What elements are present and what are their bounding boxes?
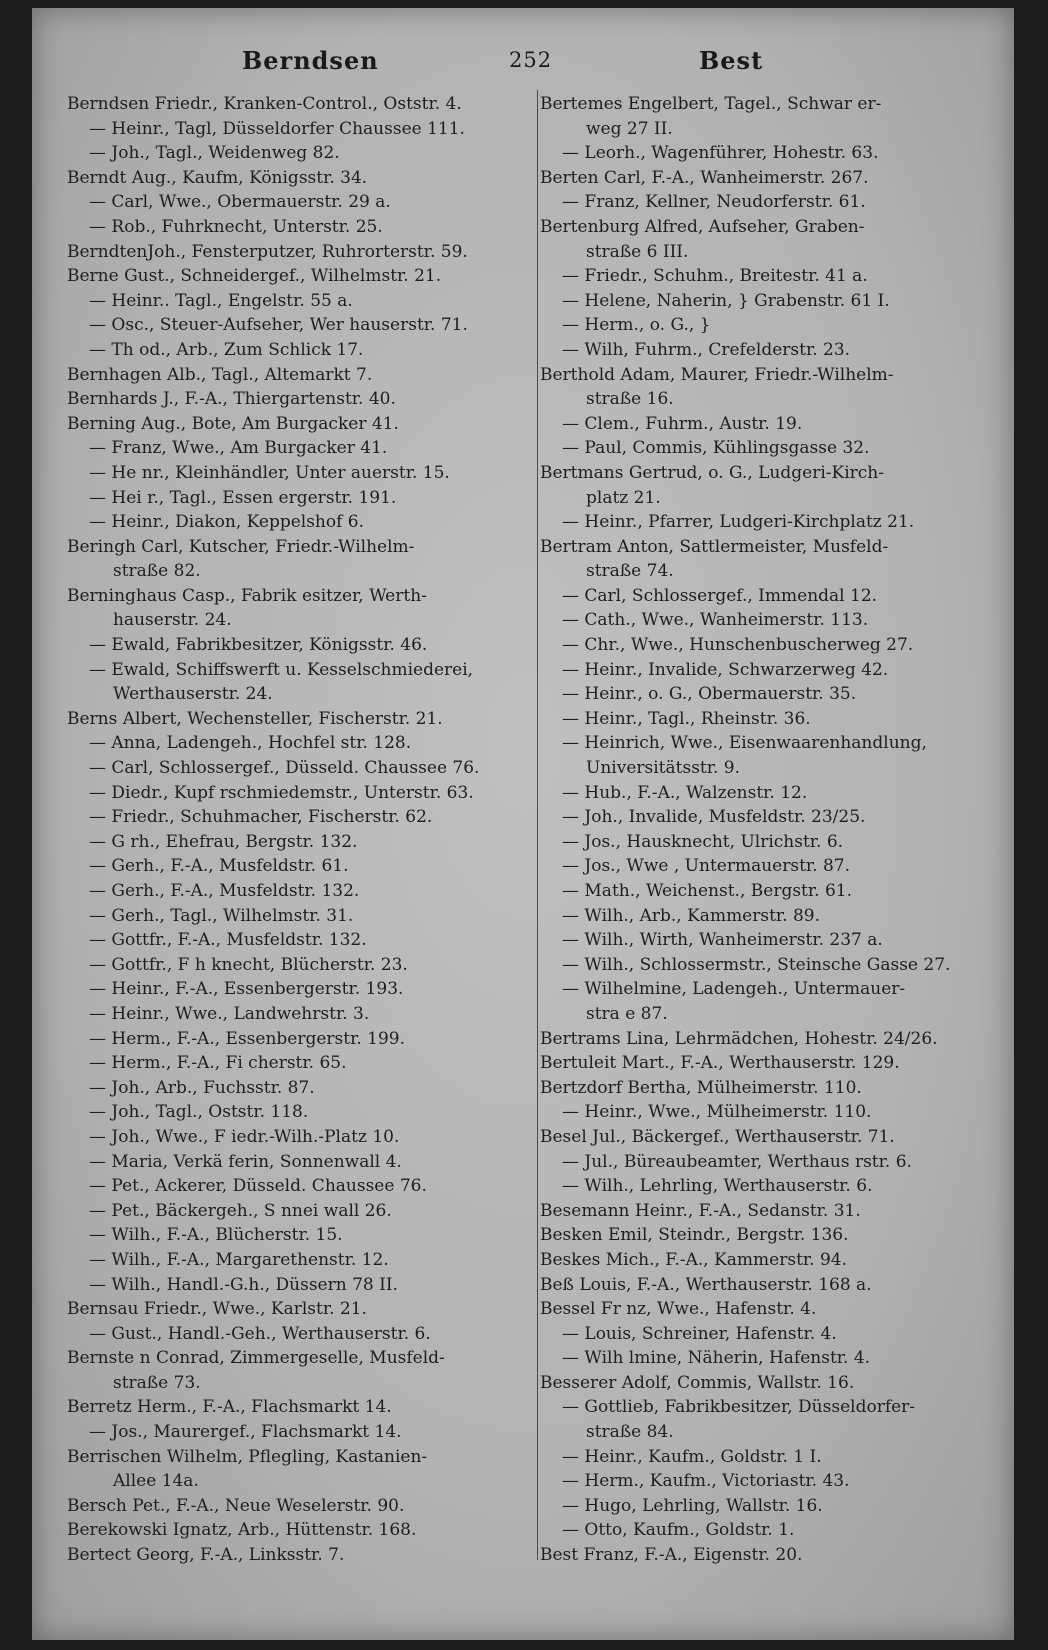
directory-entry: — Carl, Schlossergef., Düsseld. Chaussee 76.	[89, 758, 480, 779]
directory-entry: — Gottlieb, Fabrikbesitzer, Düsseldorfer-	[562, 1397, 916, 1418]
directory-entry: Bernhards J., F.-A., Thiergartenstr. 40.	[67, 389, 396, 410]
directory-entry: — Chr., Wwe., Hunschenbuscherweg 27.	[562, 635, 914, 656]
directory-entry: — Gottfr., F h knecht, Blücherstr. 23.	[89, 954, 408, 975]
directory-entry: — Wilh., Schlossermstr., Steinsche Gasse 27.	[562, 954, 951, 975]
directory-entry: Werthauserstr. 24.	[113, 684, 273, 705]
column-divider	[537, 90, 538, 1560]
directory-entry: — Franz, Kellner, Neudorferstr. 61.	[562, 192, 866, 213]
directory-entry: Bertect Georg, F.-A., Linksstr. 7.	[67, 1545, 345, 1566]
directory-entry: Bernste n Conrad, Zimmergeselle, Musfeld-	[67, 1348, 445, 1369]
directory-entry: — Gottfr., F.-A., Musfeldstr. 132.	[89, 930, 367, 951]
directory-entry: — Hugo, Lehrling, Wallstr. 16.	[562, 1495, 823, 1516]
directory-entry: Bernhagen Alb., Tagl., Altemarkt 7.	[67, 364, 373, 385]
directory-entry: Besemann Heinr., F.-A., Sedanstr. 31.	[540, 1200, 861, 1221]
directory-entry: — Diedr., Kupf rschmiedemstr., Unterstr. 63.	[89, 782, 474, 803]
directory-entry: Bertmans Gertrud, o. G., Ludgeri-Kirch-	[540, 462, 884, 483]
directory-entry: — Heinr., Wwe., Mülheimerstr. 110.	[562, 1102, 872, 1123]
directory-entry: Beskes Mich., F.-A., Kammerstr. 94.	[540, 1249, 847, 1270]
directory-entry: — Th od., Arb., Zum Schlick 17.	[89, 339, 364, 360]
header-left-keyword: Berndsen	[242, 46, 379, 75]
directory-entry: — Herm., Kaufm., Victoriastr. 43.	[562, 1471, 850, 1492]
directory-entry: — Herm., F.-A., Essenbergerstr. 199.	[89, 1028, 406, 1049]
directory-entry: — Heinr., Tagl., Rheinstr. 36.	[562, 708, 811, 729]
directory-entry: Allee 14a.	[113, 1471, 199, 1492]
right-column	[540, 92, 985, 1568]
directory-entry: Besserer Adolf, Commis, Wallstr. 16.	[540, 1372, 855, 1393]
directory-entry: Bertrams Lina, Lehrmädchen, Hohestr. 24/26.	[540, 1028, 938, 1049]
directory-entry: — Heinr.. Tagl., Engelstr. 55 a.	[89, 290, 353, 311]
directory-page	[32, 8, 1014, 1640]
directory-entry: Berning Aug., Bote, Am Burgacker 41.	[67, 413, 399, 434]
directory-entry: — Heinr., Tagl, Düsseldorfer Chaussee 111.	[89, 118, 465, 139]
directory-entry: straße 74.	[586, 561, 674, 582]
directory-entry: straße 6 III.	[586, 241, 689, 262]
directory-entry: — Heinr., Kaufm., Goldstr. 1 I.	[562, 1446, 822, 1467]
directory-entry: — Heinr., Invalide, Schwarzerweg 42.	[562, 659, 889, 680]
directory-entry: Bersch Pet., F.-A., Neue Weselerstr. 90.	[67, 1495, 405, 1516]
directory-entry: — Hub., F.-A., Walzenstr. 12.	[562, 782, 808, 803]
directory-entry: — Wilh., Handl.-G.h., Düssern 78 II.	[89, 1274, 398, 1295]
directory-entry: — Wilh., Wirth, Wanheimerstr. 237 a.	[562, 930, 883, 951]
directory-entry: — Wilh, Fuhrm., Crefelderstr. 23.	[562, 339, 851, 360]
directory-entry: Bessel Fr nz, Wwe., Hafenstr. 4.	[540, 1299, 817, 1320]
directory-entry: — Joh., Tagl., Weidenweg 82.	[89, 143, 340, 164]
directory-entry: — Wilhelmine, Ladengeh., Untermauer-	[562, 979, 906, 1000]
directory-entry: Bertuleit Mart., F.-A., Werthauserstr. 129.	[540, 1053, 900, 1074]
directory-entry: — Louis, Schreiner, Hafenstr. 4.	[562, 1323, 837, 1344]
directory-entry: straße 73.	[113, 1372, 201, 1393]
directory-entry: Berndt Aug., Kaufm, Königsstr. 34.	[67, 167, 368, 188]
directory-entry: Bertemes Engelbert, Tagel., Schwar er-	[540, 94, 882, 114]
directory-entry: hauserstr. 24.	[113, 610, 232, 631]
directory-entry: — Rob., Fuhrknecht, Unterstr. 25.	[89, 216, 383, 237]
directory-entry: — Otto, Kaufm., Goldstr. 1.	[562, 1520, 795, 1541]
left-column	[67, 92, 512, 1568]
directory-entry: — Joh., Wwe., F iedr.-Wilh.-Platz 10.	[89, 1126, 400, 1147]
directory-entry: — Wilh., F.-A., Blücherstr. 15.	[89, 1225, 343, 1246]
directory-entry: Best Franz, F.-A., Eigenstr. 20.	[540, 1545, 803, 1566]
directory-entry: — Maria, Verkä ferin, Sonnenwall 4.	[89, 1151, 402, 1172]
directory-entry: — Herm., F.-A., Fi cherstr. 65.	[89, 1053, 347, 1074]
directory-entry: — Joh., Arb., Fuchsstr. 87.	[89, 1077, 315, 1098]
directory-entry: — Heinr., F.-A., Essenbergerstr. 193.	[89, 979, 404, 1000]
directory-entry: Berrischen Wilhelm, Pflegling, Kastanien-	[67, 1446, 428, 1467]
directory-entry: — Carl, Schlossergef., Immendal 12.	[562, 585, 878, 606]
directory-entry: — Herm., o. G., }	[562, 315, 711, 336]
directory-entry: — Jos., Hausknecht, Ulrichstr. 6.	[562, 831, 844, 852]
directory-entry: Bertenburg Alfred, Aufseher, Graben-	[540, 216, 865, 237]
directory-entry: — Gust., Handl.-Geh., Werthauserstr. 6.	[89, 1323, 431, 1344]
directory-entry: — Gerh., F.-A., Musfeldstr. 61.	[89, 856, 349, 877]
directory-entry: straße 82.	[113, 561, 201, 582]
directory-entry: — Cath., Wwe., Wanheimerstr. 113.	[562, 610, 869, 631]
directory-entry: — Heinrich, Wwe., Eisenwaarenhandlung,	[562, 733, 927, 754]
directory-entry: — Leorh., Wagenführer, Hohestr. 63.	[562, 143, 879, 164]
directory-entry: straße 16.	[586, 389, 674, 410]
directory-entry: — Gerh., Tagl., Wilhelmstr. 31.	[89, 905, 354, 926]
directory-entry: — Wilh., Arb., Kammerstr. 89.	[562, 905, 821, 926]
directory-entry: — Paul, Commis, Kühlingsgasse 32.	[562, 438, 870, 459]
directory-entry: Universitätsstr. 9.	[586, 758, 741, 779]
directory-entry: — Wilh lmine, Näherin, Hafenstr. 4.	[562, 1348, 871, 1369]
directory-entry: stra e 87.	[586, 1003, 668, 1024]
directory-entry: Berten Carl, F.-A., Wanheimerstr. 267.	[540, 167, 869, 188]
directory-entry: Berne Gust., Schneidergef., Wilhelmstr. 21.	[67, 266, 442, 287]
directory-entry: — Ewald, Schiffswerft u. Kesselschmiederei,	[89, 659, 474, 680]
directory-entry: Beringh Carl, Kutscher, Friedr.-Wilhelm-	[67, 536, 415, 557]
directory-entry: Berns Albert, Wechensteller, Fischerstr. 21.	[67, 708, 443, 729]
directory-entry: — Heinr., o. G., Obermauerstr. 35.	[562, 684, 857, 705]
directory-entry: Berthold Adam, Maurer, Friedr.-Wilhelm-	[540, 364, 894, 385]
directory-entry: — Heinr., Diakon, Keppelshof 6.	[89, 512, 365, 533]
directory-entry: — Anna, Ladengeh., Hochfel str. 128.	[89, 733, 412, 754]
directory-entry: Berekowski Ignatz, Arb., Hüttenstr. 168.	[67, 1520, 417, 1541]
directory-entry: — Heinr., Wwe., Landwehrstr. 3.	[89, 1003, 370, 1024]
directory-entry: — Jul., Büreaubeamter, Werthaus rstr. 6.	[562, 1151, 912, 1172]
directory-entry: Berninghaus Casp., Fabrik esitzer, Werth-	[67, 585, 427, 606]
directory-entry: Bernsau Friedr., Wwe., Karlstr. 21.	[67, 1299, 367, 1320]
directory-entry: — Pet., Bäckergeh., S nnei wall 26.	[89, 1200, 392, 1221]
directory-entry: BerndtenJoh., Fensterputzer, Ruhrorterstr. 59.	[67, 241, 468, 262]
directory-entry: — Ewald, Fabrikbesitzer, Königsstr. 46.	[89, 635, 428, 656]
directory-entry: Besken Emil, Steindr., Bergstr. 136.	[540, 1225, 849, 1246]
directory-entry: — Heinr., Pfarrer, Ludgeri-Kirchplatz 21.	[562, 512, 915, 533]
directory-entry: — Clem., Fuhrm., Austr. 19.	[562, 413, 803, 434]
directory-entry: Besel Jul., Bäckergef., Werthauserstr. 71.	[540, 1126, 895, 1147]
page-number: 252	[509, 48, 553, 72]
directory-entry: — Gerh., F.-A., Musfeldstr. 132.	[89, 881, 360, 901]
directory-entry: — Jos., Maurergef., Flachsmarkt 14.	[89, 1422, 402, 1443]
directory-entry: — Carl, Wwe., Obermauerstr. 29 a.	[89, 192, 391, 213]
directory-entry: platz 21.	[586, 487, 661, 508]
directory-entry: — Friedr., Schuhmacher, Fischerstr. 62.	[89, 807, 433, 828]
directory-entry: Beß Louis, F.-A., Werthauserstr. 168 a.	[540, 1274, 872, 1295]
header-right-keyword: Best	[699, 46, 764, 75]
directory-entry: — Math., Weichenst., Bergstr. 61.	[562, 881, 852, 901]
directory-entry: — Friedr., Schuhm., Breitestr. 41 a.	[562, 266, 868, 287]
directory-entry: — Wilh., F.-A., Margarethenstr. 12.	[89, 1249, 389, 1270]
directory-entry: weg 27 II.	[586, 118, 673, 139]
directory-entry: — Jos., Wwe , Untermauerstr. 87.	[562, 856, 851, 877]
page-header	[62, 38, 984, 82]
directory-entry: — Joh., Tagl., Oststr. 118.	[89, 1102, 309, 1123]
directory-entry: — Osc., Steuer-Aufseher, Wer hauserstr. 71.	[89, 315, 468, 336]
directory-entry: Bertzdorf Bertha, Mülheimerstr. 110.	[540, 1077, 862, 1098]
directory-entry: — Wilh., Lehrling, Werthauserstr. 6.	[562, 1176, 873, 1197]
directory-entry: Berndsen Friedr., Kranken-Control., Oststr. 4.	[67, 94, 462, 114]
directory-entry: Berretz Herm., F.-A., Flachsmarkt 14.	[67, 1397, 392, 1418]
directory-entry: — Pet., Ackerer, Düsseld. Chaussee 76.	[89, 1176, 427, 1197]
directory-entry: — Hei r., Tagl., Essen ergerstr. 191.	[89, 487, 397, 508]
directory-entry: — Joh., Invalide, Musfeldstr. 23/25.	[562, 807, 866, 828]
directory-entry: straße 84.	[586, 1422, 674, 1443]
directory-entry: — He nr., Kleinhändler, Unter auerstr. 15.	[89, 462, 450, 483]
directory-entry: Bertram Anton, Sattlermeister, Musfeld-	[540, 536, 889, 557]
directory-entry: — Franz, Wwe., Am Burgacker 41.	[89, 438, 388, 459]
directory-entry: — Helene, Naherin, } Grabenstr. 61 I.	[562, 290, 890, 311]
directory-entry: — G rh., Ehefrau, Bergstr. 132.	[89, 831, 358, 852]
